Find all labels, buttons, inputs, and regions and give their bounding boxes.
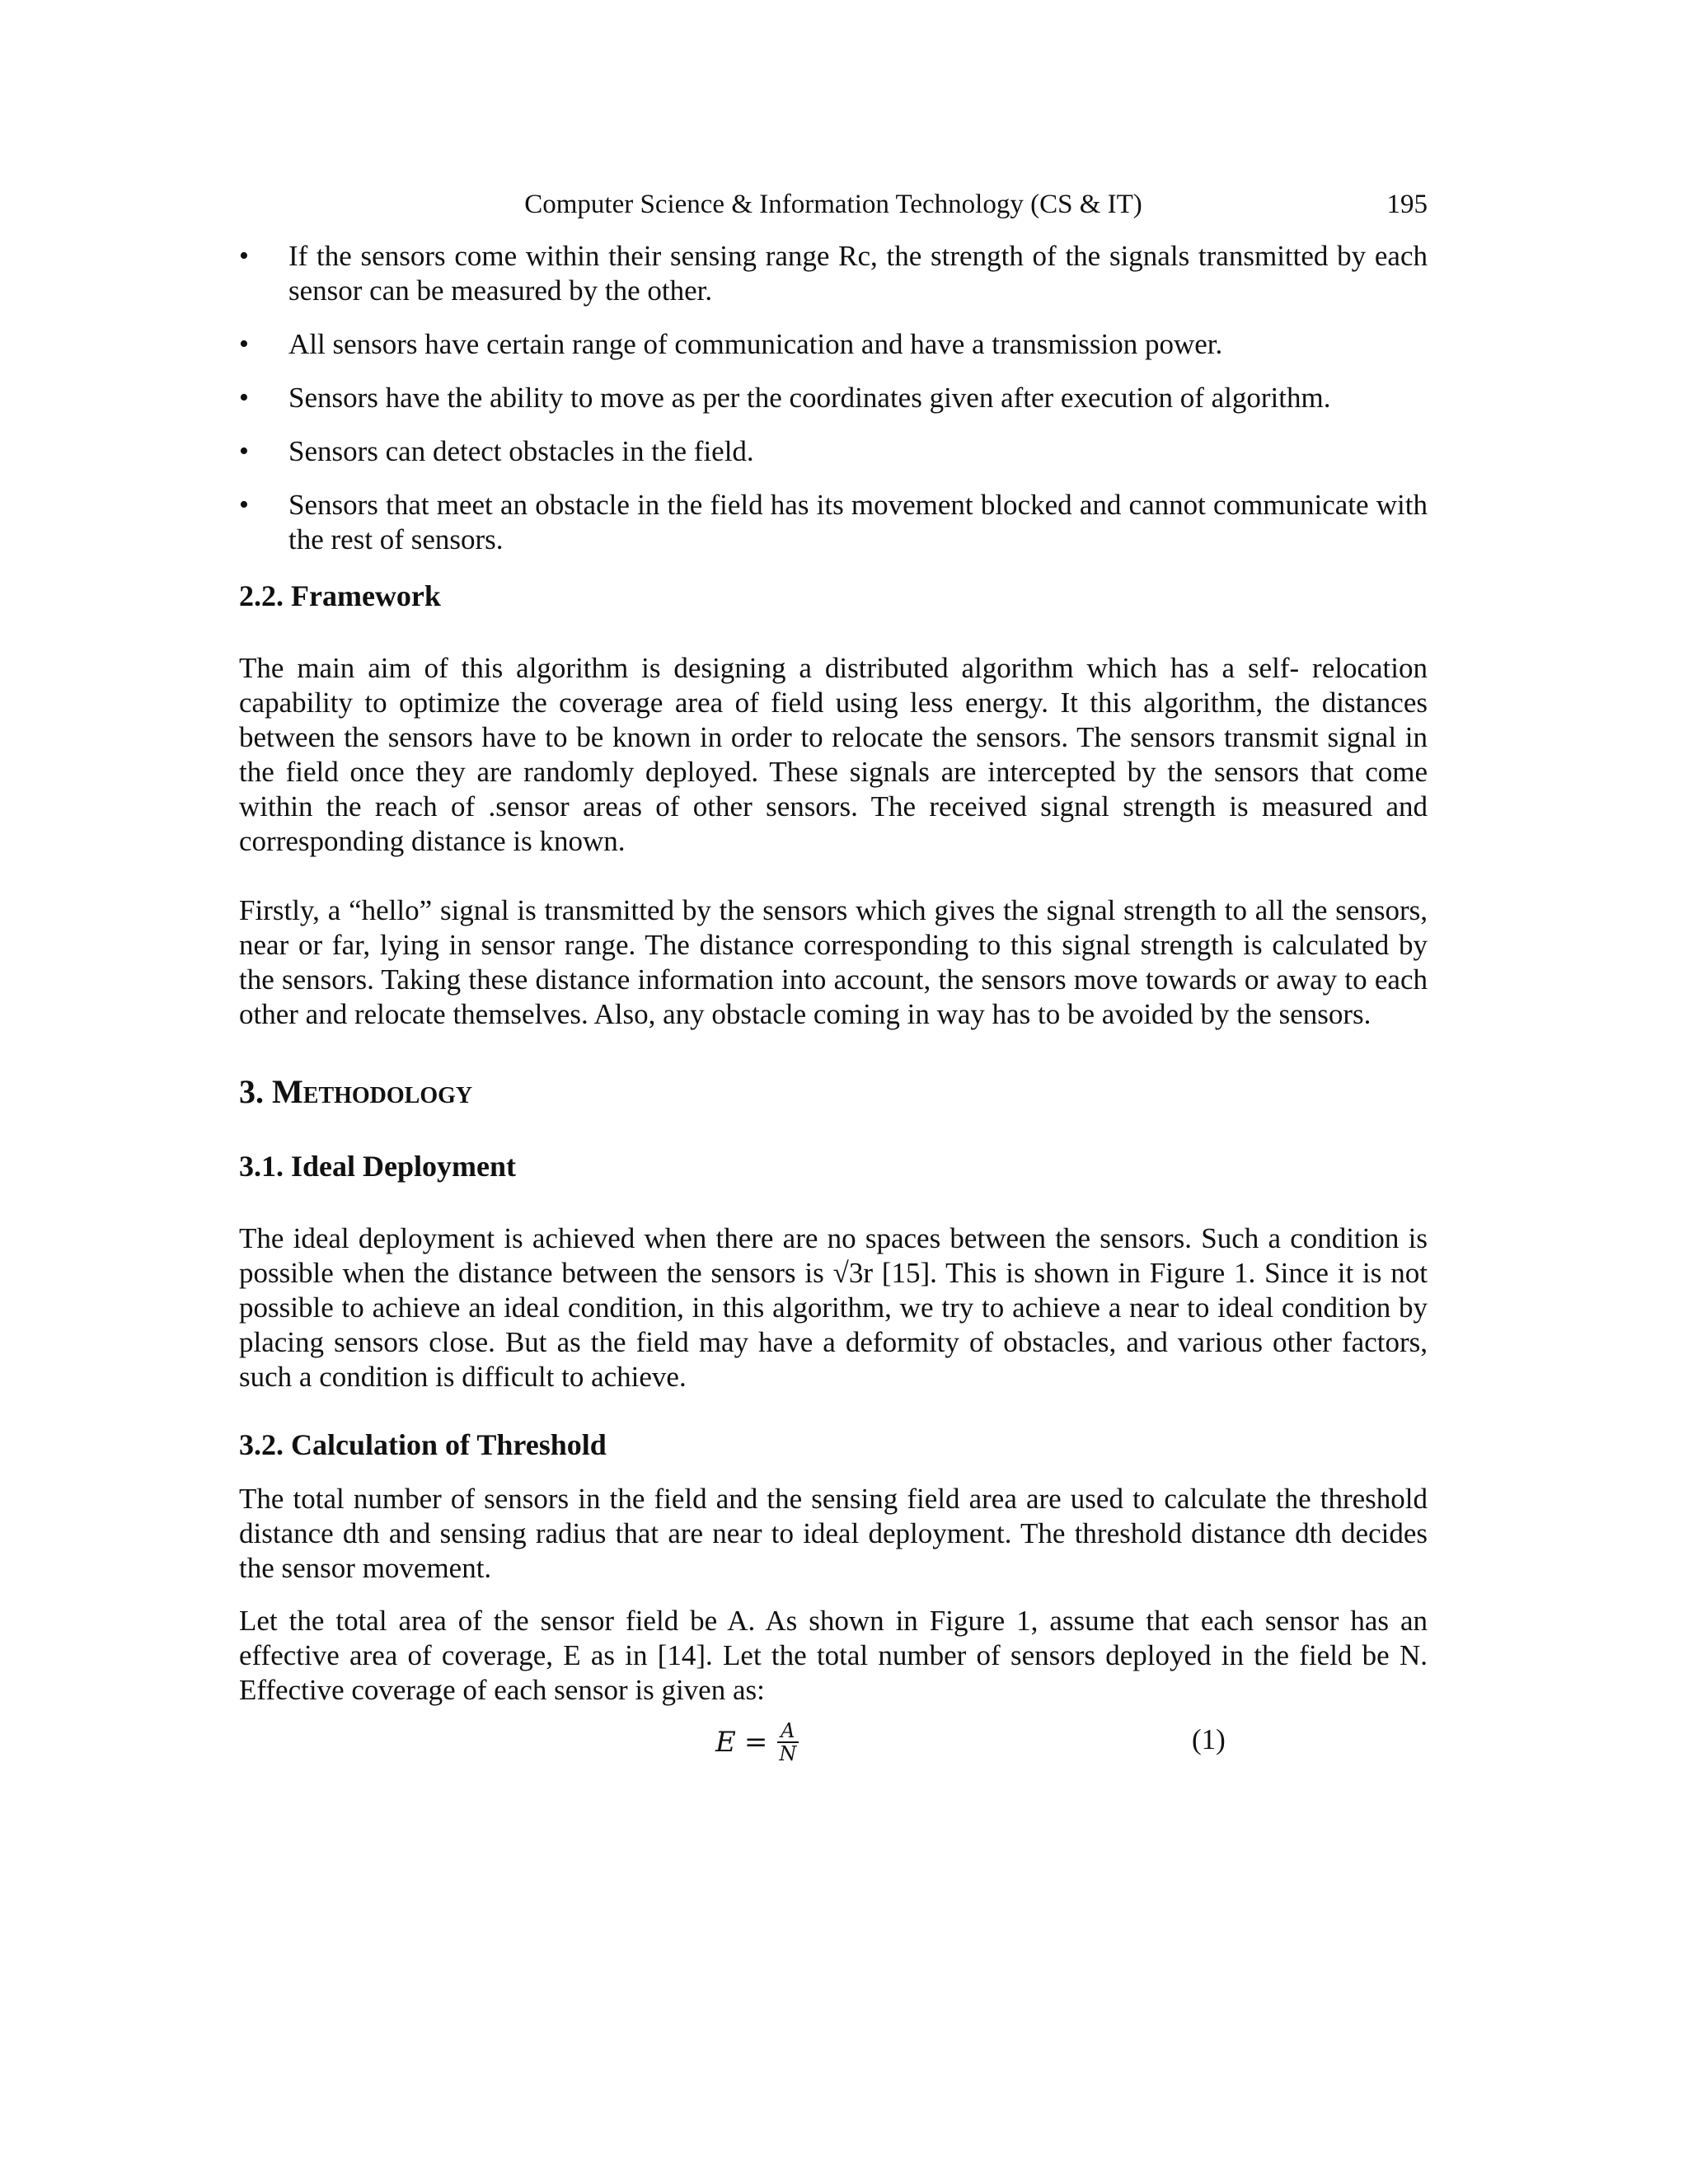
list-item (239, 381, 1428, 415)
fraction-numerator: A (777, 1720, 798, 1743)
section-title-initial: M (272, 1073, 303, 1110)
section-title-rest: ethodology (302, 1073, 473, 1110)
threshold-paragraph-1: The total number of sensors in the field and the sensing field area are used to calculate the threshold distance dth and sensing radius that are near to ideal deployment. The threshold distance dth decides the sensor movement. (239, 1483, 1428, 1584)
list-item-text: Sensors have the ability to move as per the coordinates given after execution of algorithm. (288, 382, 1331, 414)
fraction-denominator: N (779, 1742, 797, 1765)
fraction (776, 1720, 799, 1765)
equation-number: (1) (1192, 1723, 1226, 1755)
ideal-deployment-paragraph: The ideal deployment is achieved when there are no spaces between the sensors. Such a condition is possible when the distance between the sensors is √3r [15]. This is shown in Figure 1. Since it is not possible to achieve an ideal condition, in this algorithm, we try to achieve a near to ideal condition by placing sensors close. But as the field may have a deformity of obstacles, and various other factors, such a condition is difficult to achieve. (239, 1222, 1428, 1393)
list-item (239, 327, 1428, 362)
list-item (239, 488, 1428, 557)
list-item-text: If the sensors come within their sensing range Rc, the strength of the signals transmitted by each sensor can be measured by the other. (288, 240, 1428, 307)
bullet-icon: • (239, 382, 249, 413)
bullet-icon: • (239, 490, 249, 520)
equation-body (715, 1711, 799, 1774)
journal-title: Computer Science & Information Technology (CS & IT) (524, 190, 1142, 219)
list-item-text: Sensors can detect obstacles in the field. (288, 435, 754, 467)
list-item (239, 434, 1428, 469)
section-heading-threshold: 3.2. Calculation of Threshold (239, 1428, 607, 1461)
bullet-icon: • (239, 436, 249, 466)
framework-paragraph-2: Firstly, a “hello” signal is transmitted by the sensors which gives the signal strength to all the sensors, near or far, lying in sensor range. The distance corresponding to this signal strength is calculated by the sensors. Taking these distance information into account, the sensors move towards or away to each other and relocate themselves. Also, any obstacle coming in way has to be avoided by the sensors. (239, 894, 1428, 1030)
equation-lhs: E (715, 1726, 736, 1759)
section-heading-framework: 2.2. Framework (239, 579, 441, 612)
list-item-text: All sensors have certain range of communication and have a transmission power. (288, 328, 1223, 360)
running-header (239, 185, 1428, 224)
bullet-icon: • (239, 329, 249, 359)
page-body (239, 239, 1428, 1774)
assumption-list (239, 239, 1428, 557)
page-number: 195 (1386, 190, 1428, 219)
threshold-paragraph-2: Let the total area of the sensor field be A. As shown in Figure 1, assume that each sensor has an effective area of coverage, E as in [14]. Let the total number of sensors deployed in the field be N. Effective coverage of each sensor is given as: (239, 1605, 1428, 1706)
bullet-icon: • (239, 241, 249, 271)
section-number: 3. (239, 1073, 264, 1110)
list-item (239, 239, 1428, 308)
equals-sign: = (743, 1726, 768, 1759)
list-item-text: Sensors that meet an obstacle in the field has its movement blocked and cannot communicate with the rest of sensors. (288, 489, 1428, 555)
equation-1 (239, 1711, 1428, 1774)
section-heading-methodology (239, 1071, 1428, 1113)
framework-paragraph-1: The main aim of this algorithm is designing a distributed algorithm which has a self- relocation capability to optimize the coverage area of field using less energy. It this algorithm, the distances between the sensors have to be known in order to relocate the sensors. The sensors transmit signal in the field once they are randomly deployed. These signals are intercepted by the sensors that come within the reach of .sensor areas of other sensors. The received signal strength is measured and corresponding distance is known. (239, 652, 1428, 857)
section-heading-ideal-deployment: 3.1. Ideal Deployment (239, 1150, 516, 1183)
